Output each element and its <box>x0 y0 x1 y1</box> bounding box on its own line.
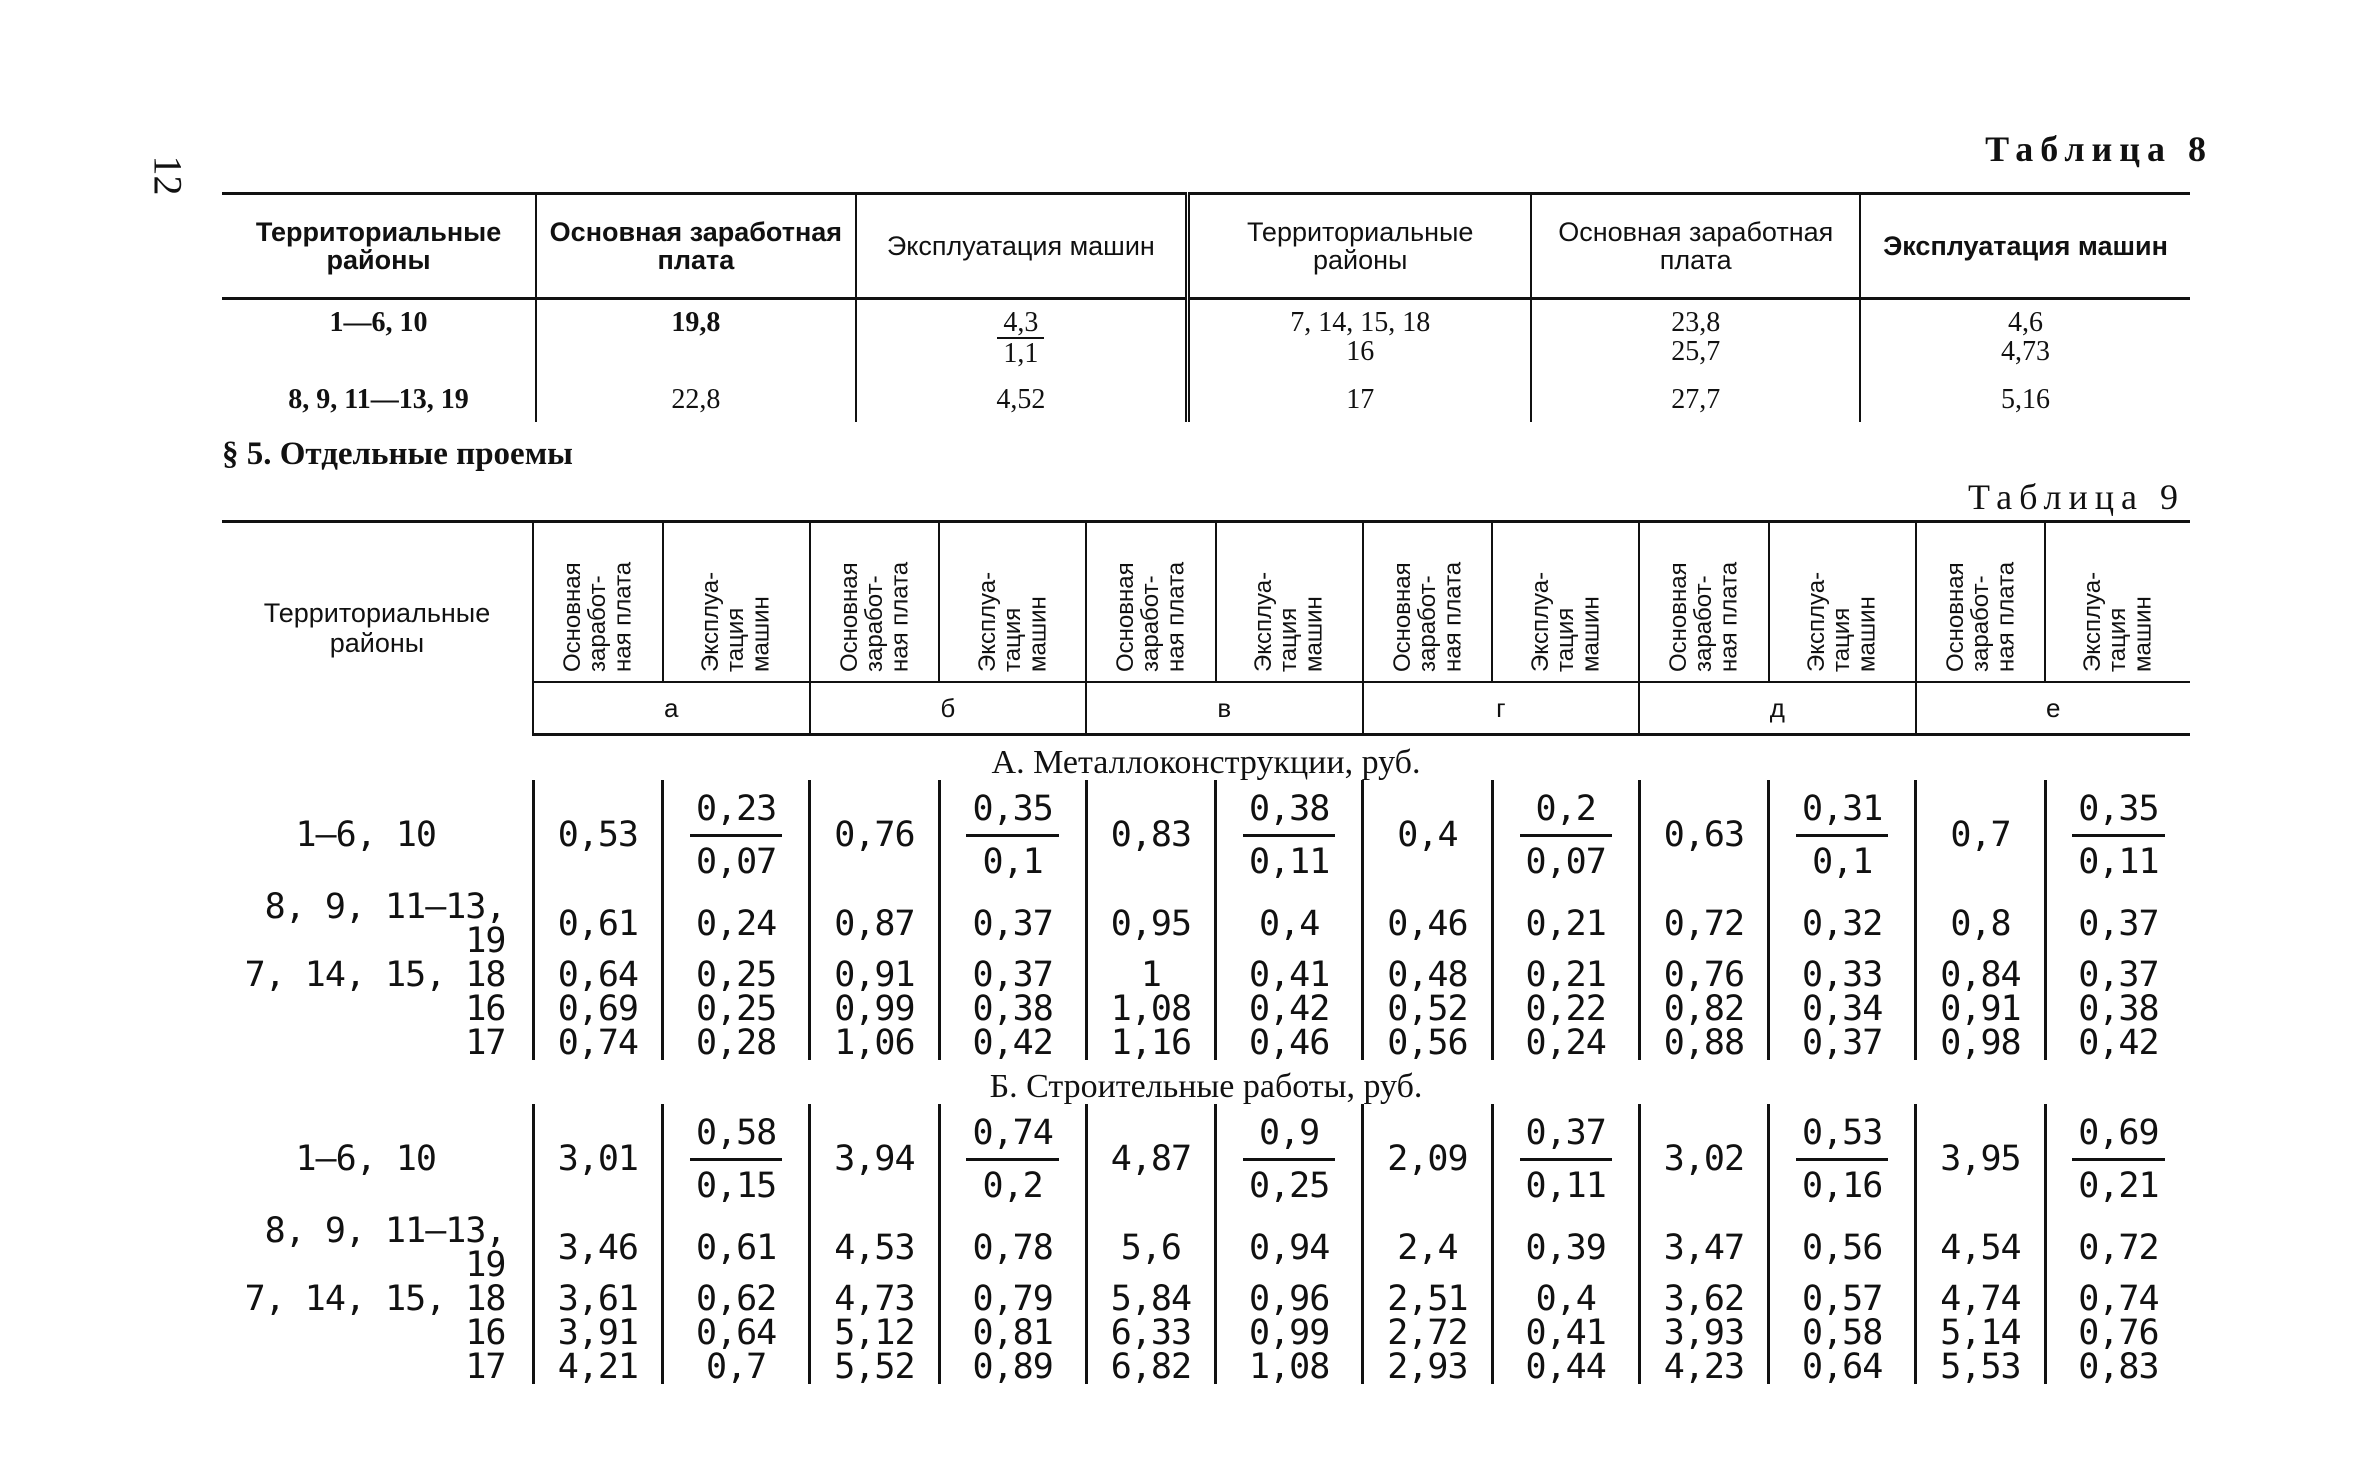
region-cell: 1—6, 10 <box>329 307 428 338</box>
table-row <box>222 1104 2190 1214</box>
machine-cell: 0,83 <box>2045 1350 2190 1384</box>
wage-cell: 0,74 <box>533 1026 663 1060</box>
region-value: 16 <box>1346 336 1375 368</box>
wage-cell: 3,91 <box>533 1316 663 1350</box>
wage-cell: 3,62 <box>1639 1282 1769 1316</box>
wage-cell: 0,48 <box>1363 958 1493 992</box>
wage-cell: 1,08 <box>1086 992 1216 1026</box>
fraction-numerator: 0,69 <box>2078 1112 2159 1153</box>
wage-cell: 0,61 <box>533 890 663 958</box>
wage-cell: 0,7 <box>1916 780 2046 890</box>
column-letter: д <box>1639 682 1916 735</box>
header-wage-2: Основная заработная плата <box>1531 194 1860 299</box>
machine-cell: 0,37 <box>2045 958 2190 992</box>
wage-cell: 5,6 <box>1086 1214 1216 1282</box>
machine-cell <box>1492 780 1639 890</box>
machine-cell: 0,38 <box>2045 992 2190 1026</box>
machine-cell: 0,42 <box>2045 1026 2190 1060</box>
machine-cell: 0,79 <box>939 1282 1086 1316</box>
wage-cell: 0,88 <box>1639 1026 1769 1060</box>
machine-cell: 0,58 <box>1769 1316 1916 1350</box>
header-regions: Территориальные районы <box>222 194 536 299</box>
fraction-numerator: 0,37 <box>1525 1112 1606 1153</box>
machine-cell: 0,64 <box>1769 1350 1916 1384</box>
header-wage <box>533 522 663 683</box>
fraction <box>1243 790 1335 881</box>
wage-cell: 0,72 <box>1639 890 1769 958</box>
machine-cell: 0,99 <box>1216 1316 1363 1350</box>
wage-cell: 3,94 <box>810 1104 940 1214</box>
section-title: § 5. Отдельные проемы <box>222 436 573 472</box>
machine-cell: 0,81 <box>939 1316 1086 1350</box>
wage-cell: 4,73 <box>810 1282 940 1316</box>
machine-cell-2 <box>1860 299 2190 377</box>
wage-cell: 3,93 <box>1639 1316 1769 1350</box>
machine-cell: 0,25 <box>663 958 810 992</box>
wage-cell: 0,84 <box>1916 958 2046 992</box>
fraction-numerator: 0,2 <box>1535 788 1596 829</box>
wage-cell: 0,76 <box>1639 958 1769 992</box>
wage-cell: 4,54 <box>1916 1214 2046 1282</box>
wage-cell: 3,02 <box>1639 1104 1769 1214</box>
section-row <box>222 735 2190 781</box>
header-wage <box>1916 522 2046 683</box>
header-machines <box>2045 522 2190 683</box>
machine-cell: 0,32 <box>1769 890 1916 958</box>
header-regions: Территориальные районы <box>222 522 533 735</box>
machine-cell: 0,56 <box>1769 1214 1916 1282</box>
machine-cell: 0,44 <box>1492 1350 1639 1384</box>
machine-cell: 0,74 <box>2045 1282 2190 1316</box>
header-machines-label: Эксплуа- тация машин <box>1526 571 1605 672</box>
machine-cell: 0,62 <box>663 1282 810 1316</box>
header-machines <box>939 522 1086 683</box>
machine-cell: 0,89 <box>939 1350 1086 1384</box>
machine-cell <box>2045 1104 2190 1214</box>
wage-cell: 6,82 <box>1086 1350 1216 1384</box>
column-letter: б <box>810 682 1087 735</box>
fraction <box>690 1114 782 1205</box>
header-machines <box>663 522 810 683</box>
wage-cell: 2,51 <box>1363 1282 1493 1316</box>
machine-cell: 0,4 <box>1216 890 1363 958</box>
machine-value: 4,6 <box>2008 307 2044 338</box>
wage-cell: 0,53 <box>533 780 663 890</box>
wage-cell: 3,61 <box>533 1282 663 1316</box>
wage-cell: 2,72 <box>1363 1316 1493 1350</box>
header-machines-label: Эксплуа- тация машин <box>697 571 775 672</box>
machine-cell: 0,28 <box>663 1026 810 1060</box>
page-number: 12 <box>145 155 191 196</box>
fraction-denominator: 0,07 <box>690 834 782 881</box>
table-row <box>222 780 2190 890</box>
machine-cell <box>1492 1104 1639 1214</box>
region-cell: 16 <box>465 989 506 1029</box>
header-machines-label: Эксплуа- тация машин <box>1250 571 1328 672</box>
table-9 <box>222 520 2190 1387</box>
table-9-title: Таблица 9 <box>1968 477 2185 517</box>
machine-cell <box>663 780 810 890</box>
machine-cell: 0,21 <box>1492 958 1639 992</box>
header-wage-label: Основная заработ- ная плата <box>559 561 637 672</box>
machine-cell: 0,57 <box>1769 1282 1916 1316</box>
wage-value: 25,7 <box>1671 336 1721 368</box>
table-row <box>222 1026 2190 1060</box>
fraction <box>966 790 1058 881</box>
fraction <box>690 790 782 881</box>
header-wage-label: Основная заработ- ная плата <box>1941 561 2020 672</box>
fraction <box>997 308 1044 369</box>
fraction <box>966 1114 1058 1205</box>
machine-cell <box>2045 780 2190 890</box>
wage-cell: 1 <box>1086 958 1216 992</box>
region-cell: 1—6, 10 <box>295 815 436 855</box>
machine-cell: 0,22 <box>1492 992 1639 1026</box>
header-wage-label: Основная заработ- ная плата <box>1665 561 1743 672</box>
fraction-denominator: 0,11 <box>2072 834 2164 881</box>
fraction-numerator: 0,35 <box>2078 788 2159 829</box>
fraction-numerator: 0,38 <box>1249 788 1330 829</box>
wage-cell: 0,87 <box>810 890 940 958</box>
machine-cell: 0,33 <box>1769 958 1916 992</box>
fraction-denominator: 1,1 <box>997 337 1044 368</box>
wage-cell: 22,8 <box>536 377 856 422</box>
region-cell: 16 <box>465 1313 506 1353</box>
wage-cell: 4,21 <box>533 1350 663 1384</box>
region-cell: 8, 9, 11—13, 19 <box>264 887 506 961</box>
fraction <box>1243 1114 1335 1205</box>
wage-cell: 0,64 <box>533 958 663 992</box>
machine-cell: 0,64 <box>663 1316 810 1350</box>
machine-cell: 0,34 <box>1769 992 1916 1026</box>
machine-cell: 4,52 <box>856 377 1188 422</box>
region-cell-2 <box>1187 299 1531 377</box>
section-heading: А. Металлоконструкции, руб. <box>991 744 1421 781</box>
machine-cell: 0,94 <box>1216 1214 1363 1282</box>
machine-cell: 0,42 <box>1216 992 1363 1026</box>
header-wage <box>1639 522 1769 683</box>
fraction-numerator: 4,3 <box>1003 307 1039 338</box>
table-row <box>222 1350 2190 1384</box>
table-row <box>222 958 2190 992</box>
machine-cell: 0,21 <box>1492 890 1639 958</box>
header-machines: Эксплуатация машин <box>856 194 1188 299</box>
table-row <box>222 890 2190 958</box>
machine-cell: 0,76 <box>2045 1316 2190 1350</box>
fraction-denominator: 0,07 <box>1520 834 1612 881</box>
wage-cell: 0,76 <box>810 780 940 890</box>
region-cell: 17 <box>465 1347 506 1387</box>
fraction <box>2072 790 2164 881</box>
fraction <box>1520 1114 1612 1205</box>
header-machines-label: Эксплуа- тация машин <box>973 571 1052 672</box>
machine-cell <box>1769 780 1916 890</box>
wage-cell: 0,83 <box>1086 780 1216 890</box>
machine-cell <box>939 1104 1086 1214</box>
fraction <box>1520 790 1612 881</box>
wage-cell: 5,52 <box>810 1350 940 1384</box>
machine-cell: 0,38 <box>939 992 1086 1026</box>
wage-cell: 0,8 <box>1916 890 2046 958</box>
header-machines-label: Эксплуа- тация машин <box>2079 571 2157 672</box>
fraction-denominator: 0,1 <box>966 834 1058 881</box>
wage-cell: 2,4 <box>1363 1214 1493 1282</box>
header-wage-label: Основная заработ- ная плата <box>1388 561 1466 672</box>
table-row <box>222 299 2190 377</box>
machine-value: 4,73 <box>2001 336 2051 368</box>
region-cell: 8, 9, 11—13, 19 <box>288 383 469 415</box>
wage-cell: 19,8 <box>536 299 856 377</box>
section-row <box>222 1060 2190 1104</box>
wage-cell: 0,69 <box>533 992 663 1026</box>
wage-cell: 5,53 <box>1916 1350 2046 1384</box>
machine-cell: 0,96 <box>1216 1282 1363 1316</box>
machine-cell: 0,41 <box>1492 1316 1639 1350</box>
table-8-title: Таблица 8 <box>1985 129 2213 169</box>
column-letter: е <box>1916 682 2190 735</box>
fraction-denominator: 0,2 <box>966 1158 1058 1205</box>
fraction-numerator: 0,9 <box>1259 1112 1320 1153</box>
wage-cell: 3,95 <box>1916 1104 2046 1214</box>
machine-cell: 0,61 <box>663 1214 810 1282</box>
fraction-denominator: 0,15 <box>690 1158 782 1205</box>
machine-cell: 0,37 <box>2045 890 2190 958</box>
machine-cell <box>1769 1104 1916 1214</box>
machine-cell: 1,08 <box>1216 1350 1363 1384</box>
fraction-numerator: 0,35 <box>972 788 1053 829</box>
fraction-denominator: 0,25 <box>1243 1158 1335 1205</box>
machine-cell: 0,24 <box>1492 1026 1639 1060</box>
wage-cell: 4,87 <box>1086 1104 1216 1214</box>
wage-cell: 2,09 <box>1363 1104 1493 1214</box>
fraction-denominator: 0,21 <box>2072 1158 2164 1205</box>
machine-cell: 0,72 <box>2045 1214 2190 1282</box>
table-row <box>222 1282 2190 1316</box>
column-letter: а <box>533 682 810 735</box>
fraction-numerator: 0,23 <box>695 788 777 829</box>
region-cell: 8, 9, 11—13, 19 <box>264 1211 506 1285</box>
header-regions-2: Территориальные районы <box>1187 194 1531 299</box>
table-row <box>222 1316 2190 1350</box>
fraction-numerator: 0,58 <box>695 1112 777 1153</box>
wage-cell-2 <box>1531 299 1860 377</box>
wage-cell: 0,82 <box>1639 992 1769 1026</box>
wage-cell: 4,53 <box>810 1214 940 1282</box>
table-row <box>222 1214 2190 1282</box>
region-cell-2: 17 <box>1187 377 1531 422</box>
machine-cell: 0,4 <box>1492 1282 1639 1316</box>
machine-cell: 0,37 <box>1769 1026 1916 1060</box>
section-heading: Б. Строительные работы, руб. <box>989 1068 1423 1105</box>
header-machines <box>1492 522 1639 683</box>
header-machines-2: Эксплуатация машин <box>1860 194 2190 299</box>
region-cell: 1—6, 10 <box>295 1139 436 1179</box>
fraction-denominator: 0,1 <box>1796 834 1888 881</box>
wage-cell: 0,63 <box>1639 780 1769 890</box>
wage-cell: 0,56 <box>1363 1026 1493 1060</box>
wage-cell: 3,46 <box>533 1214 663 1282</box>
wage-cell: 0,99 <box>810 992 940 1026</box>
fraction-denominator: 0,11 <box>1243 834 1335 881</box>
machine-cell <box>1216 1104 1363 1214</box>
wage-cell: 5,12 <box>810 1316 940 1350</box>
region-cell: 17 <box>465 1023 506 1063</box>
wage-cell: 0,95 <box>1086 890 1216 958</box>
wage-cell: 0,98 <box>1916 1026 2046 1060</box>
machine-cell <box>856 299 1188 377</box>
header-machines-label: Эксплуа- тация машин <box>1803 571 1881 672</box>
machine-cell-2: 5,16 <box>1860 377 2190 422</box>
wage-cell: 0,4 <box>1363 780 1493 890</box>
region-cell: 7, 14, 15, 18 <box>244 955 506 995</box>
table-8 <box>222 192 2190 422</box>
table-row <box>222 377 2190 422</box>
fraction-denominator: 0,16 <box>1796 1158 1888 1205</box>
wage-cell: 3,01 <box>533 1104 663 1214</box>
region-value: 7, 14, 15, 18 <box>1290 307 1431 338</box>
column-letter: г <box>1363 682 1640 735</box>
fraction-numerator: 0,74 <box>972 1112 1053 1153</box>
wage-cell: 1,16 <box>1086 1026 1216 1060</box>
wage-cell: 4,23 <box>1639 1350 1769 1384</box>
header-wage <box>1086 522 1216 683</box>
machine-cell: 0,42 <box>939 1026 1086 1060</box>
fraction-numerator: 0,31 <box>1802 788 1883 829</box>
wage-cell: 0,46 <box>1363 890 1493 958</box>
region-cell: 7, 14, 15, 18 <box>244 1279 506 1319</box>
machine-cell <box>663 1104 810 1214</box>
machine-cell: 0,7 <box>663 1350 810 1384</box>
column-letter: в <box>1086 682 1363 735</box>
header-wage <box>810 522 940 683</box>
wage-cell: 0,91 <box>1916 992 2046 1026</box>
fraction <box>1796 790 1888 881</box>
machine-cell: 0,24 <box>663 890 810 958</box>
machine-cell: 0,25 <box>663 992 810 1026</box>
machine-cell: 0,39 <box>1492 1214 1639 1282</box>
machine-cell: 0,37 <box>939 958 1086 992</box>
wage-cell: 3,47 <box>1639 1214 1769 1282</box>
wage-cell: 2,93 <box>1363 1350 1493 1384</box>
fraction <box>1796 1114 1888 1205</box>
machine-cell: 0,78 <box>939 1214 1086 1282</box>
wage-cell: 4,74 <box>1916 1282 2046 1316</box>
fraction <box>2072 1114 2164 1205</box>
header-machines <box>1769 522 1916 683</box>
header-wage-label: Основная заработ- ная плата <box>835 561 913 672</box>
machine-cell <box>939 780 1086 890</box>
header-machines <box>1216 522 1363 683</box>
header-wage: Основная заработная плата <box>536 194 856 299</box>
fraction-numerator: 0,53 <box>1802 1112 1883 1153</box>
wage-value: 23,8 <box>1671 307 1721 338</box>
machine-cell: 0,46 <box>1216 1026 1363 1060</box>
table-row <box>222 992 2190 1026</box>
wage-cell: 5,84 <box>1086 1282 1216 1316</box>
header-wage <box>1363 522 1493 683</box>
wage-cell: 6,33 <box>1086 1316 1216 1350</box>
header-wage-label: Основная заработ- ная плата <box>1112 561 1190 672</box>
machine-cell: 0,37 <box>939 890 1086 958</box>
wage-cell: 0,91 <box>810 958 940 992</box>
machine-cell <box>1216 780 1363 890</box>
machine-cell: 0,41 <box>1216 958 1363 992</box>
wage-cell: 1,06 <box>810 1026 940 1060</box>
wage-cell: 5,14 <box>1916 1316 2046 1350</box>
fraction-denominator: 0,11 <box>1520 1158 1612 1205</box>
wage-cell: 0,52 <box>1363 992 1493 1026</box>
wage-cell-2: 27,7 <box>1531 377 1860 422</box>
